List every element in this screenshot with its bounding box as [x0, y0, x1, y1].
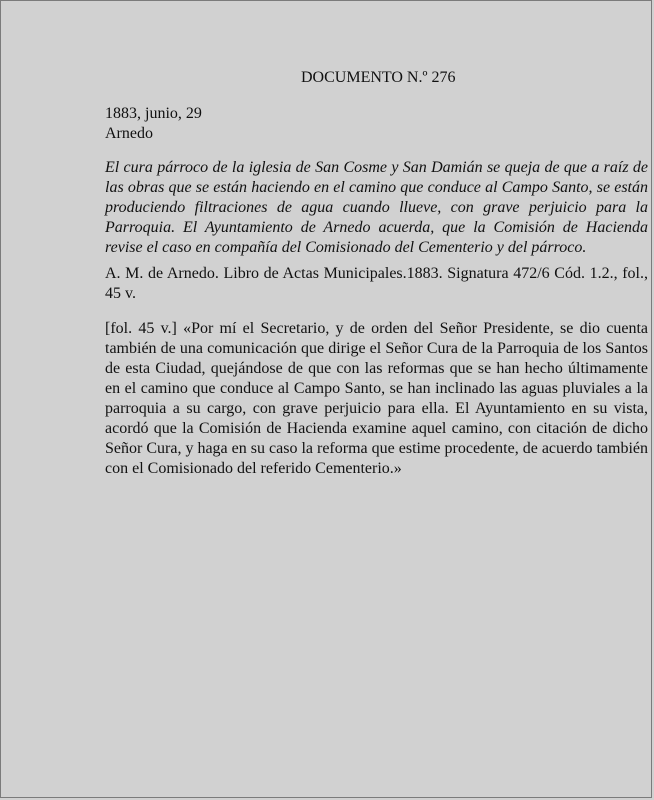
document-header	[105, 104, 202, 144]
document-source: A. M. de Arnedo. Libro de Actas Municipales.1883. Signatura 472/6 Cód. 1.2., fol., 45 v.	[105, 265, 648, 302]
document-place: Arnedo	[105, 125, 153, 142]
document-transcript: [fol. 45 v.] «Por mí el Secretario, y de orden del Señor Presidente, se dio cuenta también de una comunicación que dirige el Señor Cura de la Parroquia de los Santos de esta Ciudad, quejándose de que con las reformas que se han hecho últimamente en el camino que conduce al Campo Santo, se han inclinado las aguas pluviales a la parroquia a su cargo, con grave perjuicio para ella. El Ayuntamiento en su vista, acordó que la Comisión de Hacienda examine aquel camino, con citación de dicho Señor Cura, y haga en su caso la reforma que estime procedente, de acuerdo también con el Comisionado del referido Cementerio.»	[105, 320, 648, 477]
document-title: DOCUMENTO N.º 276	[301, 69, 456, 86]
document-date: 1883, junio, 29	[105, 105, 202, 122]
document-summary: El cura párroco de la iglesia de San Cosme y San Damián se queja de que a raíz de las obras que se están haciendo en el camino que conduce al Campo Santo, se están produciendo filtraciones de agua cuando llueve, con grave perjuicio para la Parroquia. El Ayuntamiento de Arnedo acuerda, que la Comisión de Hacienda revise el caso en compañía del Comisionado del Cementerio y del párroco.	[105, 159, 648, 256]
